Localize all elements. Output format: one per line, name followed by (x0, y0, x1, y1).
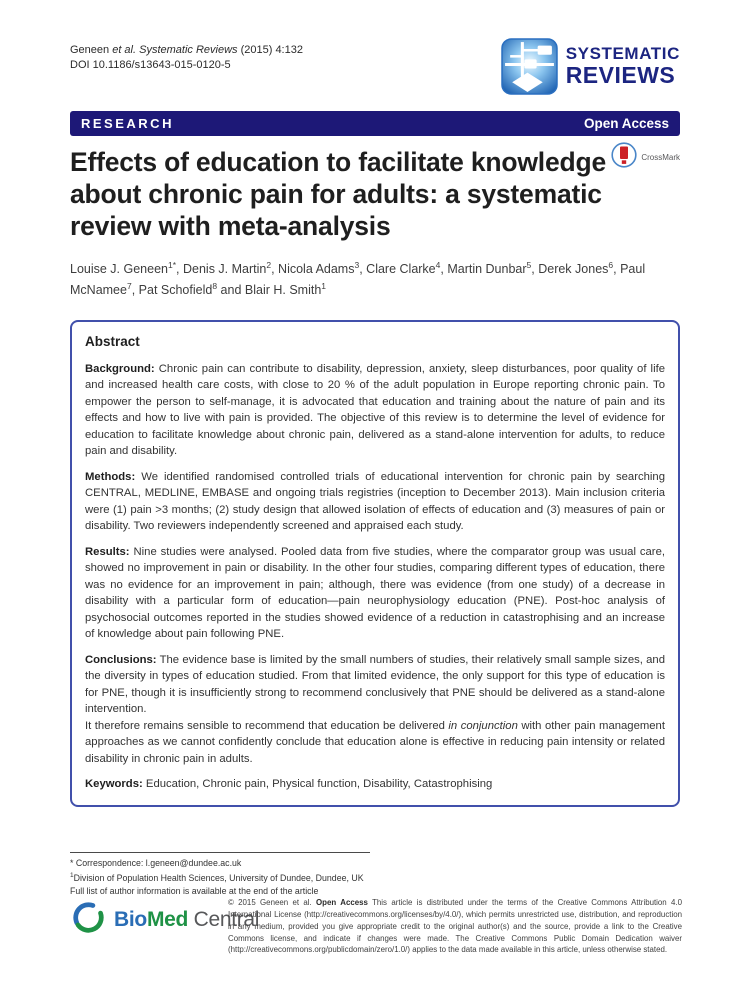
affiliation-line (70, 871, 364, 886)
crossmark-label: CrossMark (641, 153, 680, 162)
abstract-background (85, 361, 665, 460)
bmc-bio: Bio (114, 908, 147, 931)
journal-name-line2: REVIEWS (565, 62, 676, 88)
journal-logo (501, 38, 680, 95)
page-title: Effects of education to facilitate knowledge about chronic pain for adults: a systematic review with meta-analysis (70, 147, 607, 241)
keywords-label: Keywords: (85, 778, 143, 791)
affiliation-text: Division of Population Health Sciences, University of Dundee, Dundee, UK (73, 872, 364, 883)
author-affiliation-sup: 1 (321, 280, 327, 291)
author-separator: , (613, 262, 621, 277)
author-separator: , (131, 282, 139, 297)
author-list (70, 259, 682, 300)
results-label: Results: (85, 545, 130, 558)
citation-volume: (2015) 4:132 (237, 44, 303, 56)
article-type-label: RESEARCH (81, 116, 174, 131)
author-name: Martin Dunbar (447, 262, 527, 277)
author-affiliation-sup: 7 (126, 280, 132, 291)
conclusions-extra-pre: It therefore remains sensible to recommend that education be delivered (85, 719, 449, 732)
conclusions-label: Conclusions: (85, 653, 157, 666)
author-name: Paul McNamee (70, 262, 646, 297)
author-name: Derek Jones (538, 262, 609, 277)
bmc-central: Central (188, 908, 260, 931)
author-separator: , (531, 262, 539, 277)
author-name: Pat Schofield (138, 282, 213, 297)
author-name: Nicola Adams (278, 262, 355, 277)
abstract-keywords (85, 776, 665, 792)
systematic-reviews-flowchart-icon (501, 38, 558, 95)
article-type-banner (70, 111, 680, 136)
full-list-line: Full list of author information is available at the end of the article (70, 886, 319, 897)
author-separator: , (359, 262, 367, 277)
background-text: Chronic pain can contribute to disability, depression, anxiety, sleep disturbances, poor quality of life and increased health care costs, with close to 20 % of the adult population in Europe reporting chronic pain. To empower the person to self-manage, it is advocated that education and training about the nature of pain and its effects and how to live with pain is provided. The objective of this review is to determine the level of evidence for education to facilitate knowledge about chronic pain, delivered as a stand-alone intervention for adults, to reduce pain and disability. (85, 363, 665, 458)
footnote-divider (70, 852, 370, 853)
abstract-heading: Abstract (85, 334, 140, 349)
methods-label: Methods: (85, 470, 136, 483)
abstract-results (85, 544, 665, 643)
author-affiliation-sup: 3 (354, 260, 360, 270)
license-text (228, 897, 682, 956)
author-separator: , (440, 262, 448, 277)
footnotes (70, 857, 364, 899)
results-text: Nine studies were analysed. Pooled data from five studies, where the comparator group was usual care, showed no improvement in pain or disability. In the other four studies, comparing different types of education, there was no evidence for an improvement in pain; although, there was evidence (from one study) of a decrease in disability with a particular form of education—pain neurophysiology education (PNE). Post-hoc analysis of psychosocial outcomes reported in the studies showed evidence of a reduction in catastrophising and an increase of knowledge about pain following PNE. (85, 545, 665, 641)
author-affiliation-sup: 2 (266, 260, 272, 270)
citation-line (70, 43, 303, 58)
author-affiliation-sup: 8 (212, 280, 218, 291)
conclusions-extra-post: with other pain management approaches as we cannot confidently conclude that education alone is effective in reducing pain intensity or related disability in chronic pain in adults. (85, 719, 665, 765)
keywords-text: Education, Chronic pain, Physical function, Disability, Catastrophising (142, 778, 493, 791)
abstract-box (70, 320, 680, 807)
citation-authors: Geneen (70, 44, 113, 56)
crossmark-icon (611, 142, 637, 173)
author-name: Clare Clarke (366, 262, 436, 277)
license-pre: © 2015 Geneen et al. (228, 898, 317, 907)
background-label: Background: (85, 363, 155, 375)
author-separator: , (271, 262, 279, 277)
author-name: Blair H. Smith (244, 282, 322, 297)
author-separator: , (176, 262, 183, 277)
author-separator: and (217, 282, 245, 297)
license-open-access: Open Access (316, 898, 368, 907)
author-affiliation-sup: 5 (526, 260, 532, 270)
affiliation-sup: 1 (70, 871, 74, 879)
crossmark-badge[interactable] (611, 142, 680, 173)
abstract-methods (85, 469, 665, 535)
bmc-med: Med (146, 908, 189, 931)
author-affiliation-sup: 6 (608, 260, 614, 270)
abstract-conclusions (85, 652, 665, 718)
correspondence-line: * Correspondence: l.geneen@dundee.ac.uk (70, 858, 242, 868)
license-post: This article is distributed under the terms of the Creative Commons Attribution 4.0 International License (http://creativecommons.org/licenses/by/4.0/), which permits unrestricted use, distribution, and reproduction in any medium, provided you give appropriate credit to the original author(s) and the source, provide a link to the Creative Commons license, and indicate if changes were made. The Creative Commons Public Domain Dedication waiver (http://creativecommons.org/publicdomain/zero/1.0/) applies to the data made available in this article, unless otherwise stated. (228, 898, 682, 955)
conclusions-extra-italic: in conjunction (448, 719, 518, 732)
conclusions-text: The evidence base is limited by the small numbers of studies, their relatively small sample sizes, and the diversity in types of education studied. From that limited evidence, the only support for this type of education is for PNE, though it is insufficiently strong to recommend conclusively that PNE should be delivered as a stand-alone intervention. (85, 653, 665, 716)
author-affiliation-sup: 1* (168, 260, 177, 270)
citation-journal: et al. Systematic Reviews (112, 44, 238, 56)
author-name: Louise J. Geneen (70, 262, 168, 277)
biomed-central-circle-icon (70, 899, 107, 941)
open-access-label: Open Access (583, 116, 669, 131)
abstract-conclusions-continued (85, 718, 665, 767)
methods-text: We identified randomised controlled trials of educational intervention for chronic pain by searching CENTRAL, MEDLINE, EMBASE and ongoing trials registries (inception to December 2013). Main inclusion criteria were (1) pain >3 months; (2) study design that allowed isolation of effects of education and (3) measures of pain or disability. Two reviewers independently screened and appraised each study. (85, 470, 665, 533)
citation-block (70, 43, 303, 74)
author-affiliation-sup: 4 (435, 260, 441, 270)
journal-name (566, 38, 680, 87)
author-name: Denis J. Martin (183, 262, 267, 277)
doi-line: DOI 10.1186/s13643-015-0120-5 (70, 59, 231, 72)
journal-name-line1: SYSTEMATIC (565, 44, 680, 63)
